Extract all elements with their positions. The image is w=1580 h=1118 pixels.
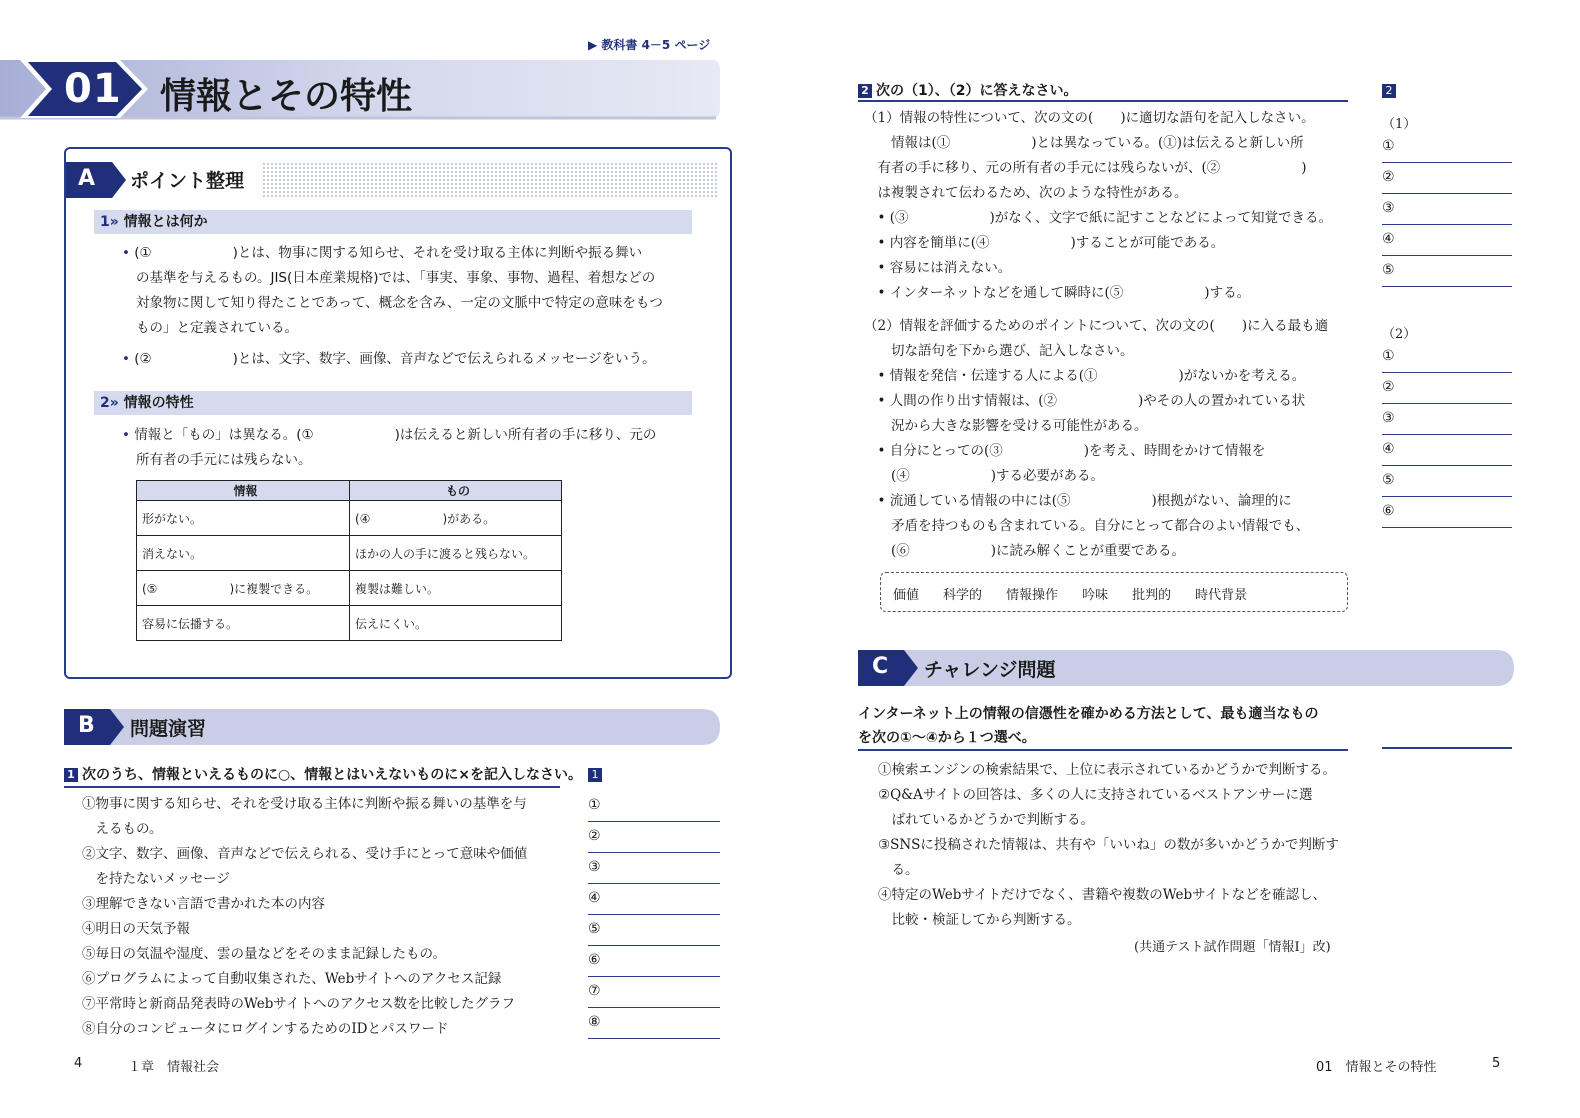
section-a-title: ポイント整理 [130, 166, 252, 193]
left-page-number: 4 [74, 1056, 83, 1071]
question-1-items [82, 792, 527, 1042]
text-line: 有者の手に移り、元の所有者の手元には残らないが、(② ) [864, 160, 1307, 176]
question-1-answer-column [588, 764, 720, 1039]
text-line: を次の①～④から１つ選べ。 [858, 730, 1036, 746]
list-item: ⑦平常時と新商品発表時のWebサイトへのアクセス数を比較したグラフ [82, 996, 516, 1012]
text-line: （2）情報を評価するためのポイントについて、次の文の( )に入る最も適 [864, 318, 1329, 334]
table-row [137, 536, 562, 571]
list-item: ②文字、数字、画像、音声などで伝えられる、受け手にとって意味や価値 [82, 846, 528, 862]
right-page-number: 5 [1492, 1056, 1501, 1071]
option-item: る。 [878, 862, 919, 878]
list-item: ⑧自分のコンピュータにログインするためのIDとパスワード [82, 1021, 449, 1037]
textbook-reference: ▶ 教科書 4－5 ページ [588, 38, 711, 52]
bullet-info-vs-things [122, 423, 656, 473]
text-line: (② )とは、文字、数字、画像、音声などで伝えられるメッセージをいう。 [134, 351, 656, 367]
text-line: (⑥ )に読み解くことが重要である。 [864, 543, 1186, 559]
question-2-prompt [858, 80, 1077, 100]
list-item: ⑥プログラムによって自動収集された、Webサイトへのアクセス記録 [82, 971, 502, 987]
right-page-title: 01 情報とその特性 [1316, 1060, 1437, 1075]
divider [858, 100, 1348, 102]
option-item: 比較・検証してから判断する。 [878, 912, 1081, 928]
question-1-prompt [64, 764, 582, 784]
section-b-header [64, 709, 720, 745]
answer-field[interactable]: ⑧ [588, 1008, 720, 1039]
answer-group-label: （1） [1382, 117, 1417, 132]
word-choice: 情報操作 [1006, 588, 1059, 603]
answer-field[interactable]: ⑤ [588, 915, 720, 946]
text-line: (④ )する必要がある。 [864, 468, 1105, 484]
option-item: ②Q&Aサイトの回答は、多くの人に支持されているベストアンサーに選 [878, 787, 1313, 803]
lesson-title: 情報とその特性 [160, 76, 413, 117]
bullet-dot: • [122, 427, 130, 443]
subheading-info-characteristics [94, 391, 692, 415]
text-line: は複製されて伝わるため、次のような特性がある。 [864, 185, 1188, 201]
answer-field[interactable]: ③ [588, 853, 720, 884]
bullet-message-definition [122, 347, 656, 372]
table-header: 情報 [137, 481, 350, 501]
option-item: ③SNSに投稿された情報は、共有や「いいね」の数が多いかどうかで判断す [878, 837, 1339, 853]
question-2-part-1 [864, 106, 1332, 306]
question-2-part-2 [864, 314, 1328, 564]
answer-field[interactable]: ③ [1382, 404, 1512, 435]
option-item: ①検索エンジンの検索結果で、上位に表示されているかどうかで判断する。 [878, 762, 1337, 778]
word-choice: 批判的 [1132, 588, 1172, 603]
table-header: もの [350, 481, 562, 501]
text-line: • インターネットなどを通して瞬時に(⑤ )する。 [864, 285, 1251, 301]
answer-field[interactable]: ① [1382, 342, 1512, 373]
table-cell: 容易に伝播する。 [137, 606, 350, 641]
subheading-what-is-info [94, 210, 692, 234]
question-number-badge: 1 [64, 768, 78, 782]
list-item: ⑤毎日の気温や湿度、雲の量などをそのまま記録したもの。 [82, 946, 446, 962]
option-item: ばれているかどうかで判断する。 [878, 812, 1094, 828]
section-c-title: チャレンジ問題 [924, 659, 1056, 681]
bullet-dot: • [122, 351, 130, 367]
section-c-letter: C [872, 654, 889, 679]
word-choice-box [880, 572, 1348, 612]
text-line: • 自分にとっての(③ )を考え、時間をかけて情報を [864, 443, 1266, 459]
word-choice: 科学的 [943, 588, 983, 603]
option-item: ④特定のWebサイトだけでなく、書籍や複数のWebサイトなどを確認し、 [878, 887, 1327, 903]
word-choice: 時代背景 [1195, 588, 1248, 603]
section-b-title: 問題演習 [130, 718, 207, 740]
divider [858, 749, 1348, 751]
answer-field[interactable] [1382, 747, 1512, 749]
text-line: 矛盾を持つものも含まれている。自分にとって都合のよい情報でも、 [864, 518, 1310, 534]
section-c-header [858, 650, 1514, 686]
answer-field[interactable]: ② [1382, 373, 1512, 404]
table-row [137, 501, 562, 536]
text-line: 情報は(① )とは異なっている。(①)は伝えると新しい所 [864, 135, 1304, 151]
text-line: の基準を与えるもの。JIS(日本産業規格)では、「事実、事象、事物、過程、着想などの [136, 270, 656, 286]
subheading-number: 1» [100, 214, 119, 230]
text-line: (① )とは、物事に関する知らせ、それを受け取る主体に判断や振る舞い [134, 245, 643, 261]
text-line: もの」と定義されている。 [136, 320, 298, 336]
text-line: 切な語句を下から選び、記入しなさい。 [864, 343, 1134, 359]
table-cell: 消えない。 [137, 536, 350, 571]
table-row [137, 571, 562, 606]
text-line: • 容易には消えない。 [864, 260, 1012, 276]
table-cell: 形がない。 [137, 501, 350, 536]
answer-number-badge: 2 [1382, 84, 1396, 98]
text-line: 情報と「もの」は異なる。(① )は伝えると新しい所有者の手に移り、元の [134, 427, 657, 443]
list-item: ④明日の天気予報 [82, 921, 190, 937]
answer-field[interactable]: ① [588, 791, 720, 822]
question-text: 次のうち、情報といえるものに○、情報とはいえないものに×を記入しなさい。 [82, 767, 582, 783]
table-cell: ほかの人の手に渡ると残らない。 [350, 536, 562, 571]
subheading-number: 2» [100, 395, 119, 411]
answer-field[interactable]: ② [1382, 163, 1512, 194]
table-cell: 複製は難しい。 [350, 571, 562, 606]
list-item: ③理解できない言語で書かれた本の内容 [82, 896, 325, 912]
subheading-title: 情報とは何か [123, 214, 208, 230]
section-b-letter: B [78, 713, 95, 738]
section-a-header [66, 162, 718, 198]
question-number-badge: 2 [858, 84, 872, 98]
answer-field[interactable]: ⑥ [1382, 497, 1512, 528]
text-line: • 流通している情報の中には(⑤ )根拠がない、論理的に [864, 493, 1292, 509]
section-c-prompt [858, 702, 1318, 750]
divider [64, 786, 560, 788]
source-citation: (共通テスト試作問題「情報Ⅰ」改) [1134, 940, 1331, 955]
text-line: インターネット上の情報の信憑性を確かめる方法として、最も適当なもの [858, 706, 1319, 722]
answer-group-label: （2） [1382, 327, 1417, 342]
table-cell: (④ )がある。 [350, 501, 562, 536]
section-c-options [878, 758, 1339, 933]
answer-field[interactable]: ③ [1382, 194, 1512, 225]
answer-field[interactable]: ① [1382, 132, 1512, 163]
answer-field[interactable]: ④ [1382, 435, 1512, 466]
table-row [137, 606, 562, 641]
answer-field[interactable]: ② [588, 822, 720, 853]
table-cell: 伝えにくい。 [350, 606, 562, 641]
left-chapter-label: １章 情報社会 [128, 1060, 220, 1075]
text-line: （1）情報の特性について、次の文の( )に適切な語句を記入しなさい。 [864, 110, 1315, 126]
text-line: • (③ )がなく、文字で紙に記すことなどによって知覚できる。 [864, 210, 1333, 226]
word-choice: 価値 [893, 588, 920, 603]
answer-number-badge: 1 [588, 768, 602, 782]
table-cell: (⑤ )に複製できる。 [137, 571, 350, 606]
comparison-table [136, 480, 562, 641]
question-text: 次の（1）、（2）に答えなさい。 [876, 83, 1078, 99]
subheading-title: 情報の特性 [123, 395, 194, 411]
text-line: • 人間の作り出す情報は、(② )やその人の置かれている状 [864, 393, 1306, 409]
answer-field[interactable]: ⑤ [1382, 466, 1512, 497]
list-item: えるもの。 [82, 821, 163, 837]
section-a-letter: A [78, 166, 96, 191]
question-2-answer-column [1382, 80, 1512, 528]
text-line: 所有者の手元には残らない。 [136, 452, 312, 468]
text-line: • 内容を簡単に(④ )することが可能である。 [864, 235, 1225, 251]
answer-field[interactable]: ⑥ [588, 946, 720, 977]
answer-field[interactable]: ⑤ [1382, 256, 1512, 287]
answer-field[interactable]: ④ [1382, 225, 1512, 256]
text-line: 況から大きな影響を受ける可能性がある。 [864, 418, 1148, 434]
bullet-definition-block [122, 241, 663, 341]
list-item: を持たないメッセージ [82, 871, 230, 887]
text-line: 対象物に関して知り得たことであって、概念を含み、一定の文脈中で特定の意味をもつ [136, 295, 663, 311]
bullet-dot: • [122, 245, 130, 261]
lesson-number: 01 [64, 66, 122, 112]
list-item: ①物事に関する知らせ、それを受け取る主体に判断や振る舞いの基準を与 [82, 796, 527, 812]
answer-field[interactable]: ④ [588, 884, 720, 915]
word-choice: 吟味 [1082, 588, 1109, 603]
answer-field[interactable]: ⑦ [588, 977, 720, 1008]
text-line: • 情報を発信・伝達する人による(① )がないかを考える。 [864, 368, 1306, 384]
